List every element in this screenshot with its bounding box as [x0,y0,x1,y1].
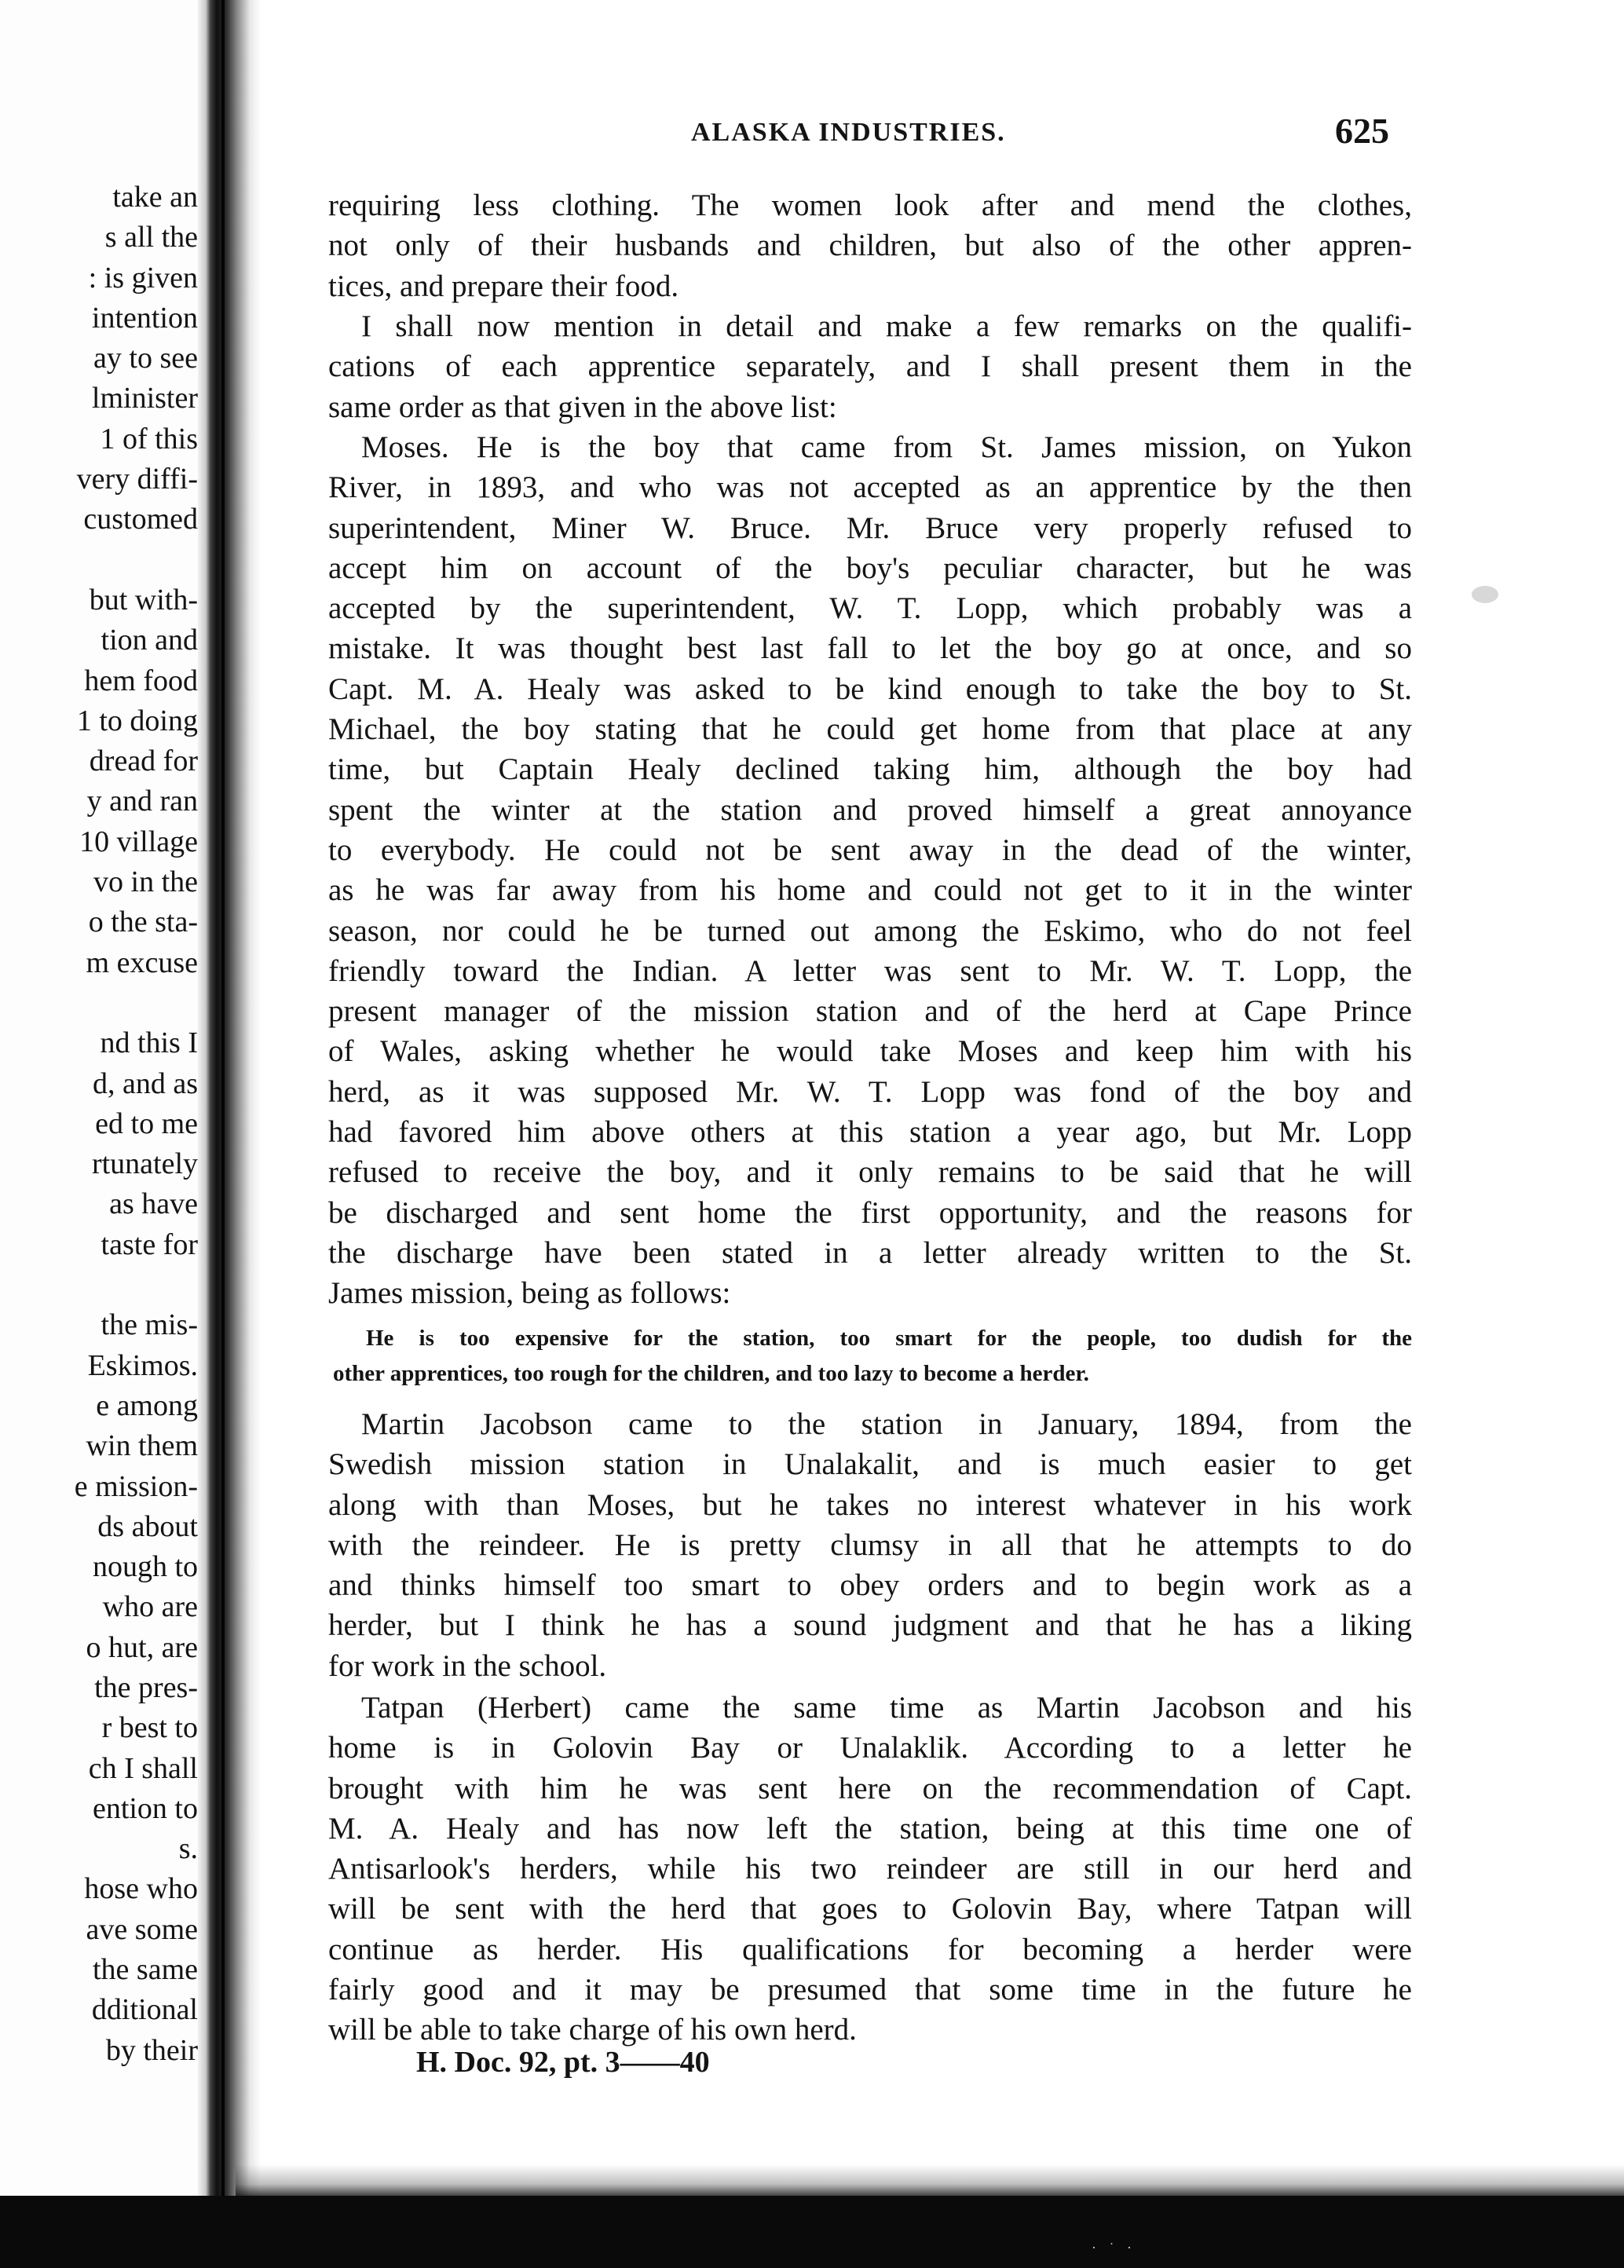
left-page-fragment: the pres- [94,1670,198,1704]
left-page-fragment [2,1265,198,1305]
text-line: to everybody. He could not be sent away in the dead of the winter, [328,832,1412,867]
left-page-fragment: o the sta- [88,905,198,939]
text-line: as he was far away from his home and could not get to it in the winter [328,873,1412,908]
left-page-fragment: s. [178,1832,198,1866]
text-line: Antisarlook's herders, while his two reindeer are still in our herd and [328,1852,1412,1886]
left-page-fragment: win them [86,1429,198,1463]
text-line: refused to receive the boy, and it only remains to be said that he will [328,1155,1412,1190]
text-line: continue as herder. His qualifications for becoming a herder were [328,1932,1412,1966]
text-line: season, nor could he be turned out among the Eskimo, who do not feel [328,913,1412,948]
text-line: brought with him he was sent here on the recommendation of Capt. [328,1771,1412,1805]
left-page-fragment: hem food [84,664,198,697]
text-line: cations of each apprentice separately, and I shall present them in the [328,349,1412,384]
left-page-fragment [2,540,198,580]
paragraph-martin-jacobson [328,1404,1412,1686]
left-page-fragment: ed to me [95,1107,198,1140]
text-line: be discharged and sent home the first opportunity, and the reasons for [328,1195,1412,1230]
left-page-fragment: m excuse [86,946,198,979]
left-page-fragment: lminister [91,382,198,415]
bottom-edge-shadow [236,2164,1624,2197]
left-page-fragment: y and ran [86,785,198,818]
text-line: Michael, the boy stating that he could get home from that place at any [328,712,1412,747]
left-page-fragment: 10 village [79,825,198,858]
block-quote-letter [333,1321,1412,1392]
left-page-fragment: ention to [92,1791,198,1825]
left-page-fragment: e among [96,1388,198,1422]
text-line: accept him on account of the boy's peculiar character, but he was [328,551,1412,585]
text-line: superintendent, Miner W. Bruce. Mr. Bruce very properly refused to [328,510,1412,545]
text-line: I shall now mention in detail and make a few remarks on the qualifi- [361,309,1412,343]
left-page-fragment: ds about [97,1509,198,1543]
left-page-fragment: but with- [89,583,198,616]
left-page-fragment: nd this I [100,1026,198,1060]
left-page-fragment: dread for [89,744,198,778]
paragraph-moses [328,427,1412,1314]
left-page-fragment: : is given [88,261,198,294]
left-page-fragment: tion and [101,624,198,657]
left-page-fragment: hose who [84,1872,198,1906]
text-line: other apprentices, too rough for the children, and too lazy to become a herder. [333,1361,1089,1386]
text-line: M. A. Healy and has now left the station, being at this time one of [328,1811,1412,1845]
left-page-fragment: intention [91,301,198,335]
left-page-fragment: e mission- [74,1469,198,1503]
text-line: the discharge have been stated in a letter already written to the St. [328,1235,1412,1270]
text-line: will be sent with the herd that goes to Golovin Bay, where Tatpan will [328,1892,1412,1926]
left-page-fragment: rtunately [91,1147,198,1181]
text-line: and thinks himself too smart to obey orders and to begin work as a [328,1568,1412,1603]
left-page-text-fragments [2,177,198,2071]
left-page-fragment: who are [102,1590,198,1624]
left-page-fragment: as have [109,1187,198,1221]
text-line: requiring less clothing. The women look after and mend the clothes, [328,188,1412,222]
left-page-fragment: very diffi- [76,463,198,496]
text-line: fairly good and it may be presumed that some time in the future he [328,1973,1412,2007]
left-page-fragment: o hut, are [86,1630,198,1664]
left-page-fragment: Eskimos. [87,1348,198,1382]
left-page-fragment: r best to [101,1711,198,1745]
left-page-fragment: the mis- [101,1308,198,1342]
text-line: Capt. M. A. Healy was asked to be kind enough to take the boy to St. [328,671,1412,706]
text-line: not only of their husbands and children, but also of the other appren- [328,229,1412,263]
left-page-fragment: ch I shall [88,1751,198,1785]
left-page-fragment: take an [112,181,198,214]
text-line: tices, and prepare their food. [328,269,679,303]
text-line: present manager of the mission station and of the herd at Cape Prince [328,994,1412,1029]
left-page-fragment: dditional [91,1993,198,2027]
text-line: herd, as it was supposed Mr. W. T. Lopp was fond of the boy and [328,1074,1412,1109]
text-line: herder, but I think he has a sound judgment and that he has a liking [328,1608,1412,1643]
book-gutter-shadow [198,0,261,2268]
text-line: along with than Moses, but he takes no interest whatever in his work [328,1487,1412,1522]
left-page-fragment: ave some [86,1912,198,1946]
text-line: Tatpan (Herbert) came the same time as Martin Jacobson and his [361,1691,1412,1725]
gutter-streak [221,0,225,2268]
text-line: with the reindeer. He is pretty clumsy in all that he attempts to do [328,1527,1412,1562]
left-page-fragment [2,983,198,1023]
text-line: He is too expensive for the station, too smart for the people, too dudish for the [366,1326,1412,1351]
left-page-fragment: ay to see [93,342,198,375]
text-line: Martin Jacobson came to the station in January, 1894, from the [361,1407,1412,1441]
text-line: River, in 1893, and who was not accepted as an apprentice by the then [328,470,1412,505]
text-line: will be able to take charge of his own herd. [328,2013,857,2047]
left-page-fragment: taste for [101,1227,198,1261]
text-line: James mission, being as follows: [328,1276,731,1311]
margin-smudge [1472,586,1498,603]
left-page-fragment: nough to [92,1550,198,1584]
scanner-bottom-band [0,2196,1624,2268]
text-line: time, but Captain Healy declined taking him, although the boy had [328,752,1412,787]
left-page-fragment: 1 of this [100,422,198,455]
text-line: same order as that given in the above list: [328,390,837,424]
left-page-fragment: d, and as [92,1066,198,1100]
text-line: friendly toward the Indian. A letter was sent to Mr. W. T. Lopp, the [328,953,1412,988]
paragraph-tatpan [328,1688,1412,2050]
text-line: mistake. It was thought best last fall to let the boy go at once, and so [328,631,1412,666]
left-page-fragment: customed [83,503,198,536]
document-footer: H. Doc. 92, pt. 3——40 [416,2046,710,2079]
text-line: for work in the school. [328,1648,607,1683]
paragraph-clothing [328,185,1412,306]
text-line: had favored him above others at this station a year ago, but Mr. Lopp [328,1115,1412,1150]
text-line: Moses. He is the boy that came from St. James mission, on Yukon [361,430,1412,464]
text-line: accepted by the superintendent, W. T. Lopp, which probably was a [328,591,1412,626]
page-number: 625 [1335,111,1389,151]
left-page-fragment: vo in the [93,865,198,899]
text-line: of Wales, asking whether he would take Moses and keep him with his [328,1034,1412,1069]
left-facing-page [0,0,204,2268]
left-page-fragment: 1 to doing [76,704,198,737]
running-head: ALASKA INDUSTRIES. [691,118,1006,147]
text-line: Swedish mission station in Unalakalit, and is much easier to get [328,1447,1412,1482]
left-page-fragment: by their [105,2033,198,2067]
scan-specks: · ˙ · [1092,2240,1136,2255]
text-line: spent the winter at the station and proved himself a great annoyance [328,792,1412,827]
left-page-fragment: the same [92,1953,198,1987]
left-page-fragment: s all the [104,221,198,254]
paragraph-qualifications-intro [328,306,1412,427]
text-line: home is in Golovin Bay or Unalaklik. According to a letter he [328,1731,1412,1765]
